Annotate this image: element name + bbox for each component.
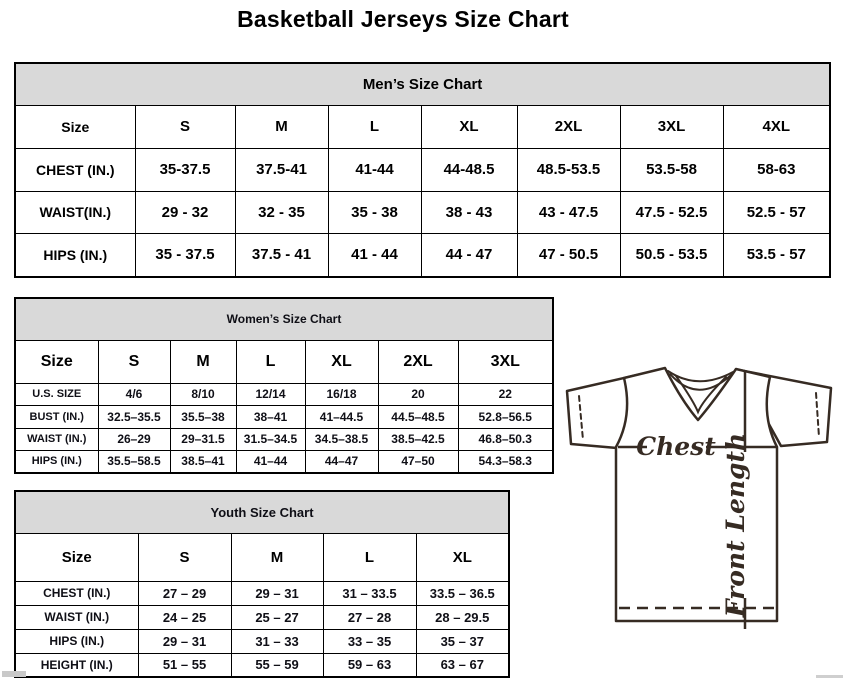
table-row [15,191,830,233]
table-cell: 26–29 [98,428,170,450]
column-header: Size [15,105,135,148]
table-cell: 59 – 63 [323,653,416,677]
column-header: 3XL [458,340,553,383]
row-label: WAIST (IN.) [15,428,98,450]
column-header: S [135,105,235,148]
table-cell: 4/6 [98,383,170,405]
table-cell: 38–41 [236,405,305,428]
table-cell: 35 - 37.5 [135,233,235,277]
table-cell: 34.5–38.5 [305,428,378,450]
page-title: Basketball Jerseys Size Chart [237,6,569,32]
row-label: HEIGHT (IN.) [15,653,138,677]
table-row [15,148,830,191]
table-cell: 12/14 [236,383,305,405]
mens-size-table [14,62,831,278]
table-cell: 29 - 32 [135,191,235,233]
womens-table-caption: Women’s Size Chart [15,298,553,340]
column-header: XL [421,105,517,148]
table-row [15,405,553,428]
table-cell: 41-44 [328,148,421,191]
table-cell: 32 - 35 [235,191,328,233]
table-cell: 28 – 29.5 [416,605,509,629]
youth-table-caption: Youth Size Chart [15,491,509,533]
column-header: L [323,533,416,581]
womens-size-table [14,297,554,474]
table-cell: 51 – 55 [138,653,231,677]
table-cell: 55 – 59 [231,653,323,677]
table-cell: 38.5–42.5 [378,428,458,450]
table-cell: 35.5–58.5 [98,450,170,473]
table-cell: 37.5 - 41 [235,233,328,277]
table-cell: 44 - 47 [421,233,517,277]
table-cell: 53.5 - 57 [723,233,830,277]
jersey-measurement-diagram [555,358,843,653]
table-cell: 41–44.5 [305,405,378,428]
column-header: 4XL [723,105,830,148]
table-cell: 31.5–34.5 [236,428,305,450]
table-cell: 52.8–56.5 [458,405,553,428]
jersey-body [616,368,777,621]
row-label: HIPS (IN.) [15,450,98,473]
table-cell: 29 – 31 [231,581,323,605]
table-cell: 31 – 33.5 [323,581,416,605]
row-label: CHEST (IN.) [15,581,138,605]
column-header: M [170,340,236,383]
table-row [15,581,509,605]
table-row [15,383,553,405]
mens-table-caption: Men’s Size Chart [15,63,830,105]
column-header: L [236,340,305,383]
table-cell: 20 [378,383,458,405]
table-row [15,629,509,653]
table-row [15,450,553,473]
column-header: Size [15,533,138,581]
row-label: HIPS (IN.) [15,233,135,277]
table-cell: 33 – 35 [323,629,416,653]
jersey-diagram-icon [555,358,843,653]
column-header: M [235,105,328,148]
column-header: M [231,533,323,581]
column-header: 2XL [378,340,458,383]
column-header: S [138,533,231,581]
table-cell: 35 – 37 [416,629,509,653]
table-cell: 35-37.5 [135,148,235,191]
table-cell: 44-48.5 [421,148,517,191]
front-length-label: Front Length [721,432,750,618]
table-cell: 44–47 [305,450,378,473]
table-cell: 8/10 [170,383,236,405]
table-cell: 46.8–50.3 [458,428,553,450]
table-cell: 33.5 – 36.5 [416,581,509,605]
table-cell: 35.5–38 [170,405,236,428]
youth-size-table [14,490,510,678]
table-cell: 48.5-53.5 [517,148,620,191]
table-cell: 50.5 - 53.5 [620,233,723,277]
table-cell: 22 [458,383,553,405]
column-header: XL [305,340,378,383]
chest-label: Chest [636,432,716,461]
table-cell: 27 – 29 [138,581,231,605]
table-cell: 38 - 43 [421,191,517,233]
table-cell: 44.5–48.5 [378,405,458,428]
table-cell: 43 - 47.5 [517,191,620,233]
table-cell: 27 – 28 [323,605,416,629]
row-label: BUST (IN.) [15,405,98,428]
table-cell: 37.5-41 [235,148,328,191]
table-cell: 31 – 33 [231,629,323,653]
row-label: HIPS (IN.) [15,629,138,653]
table-cell: 32.5–35.5 [98,405,170,428]
table-cell: 54.3–58.3 [458,450,553,473]
table-cell: 41 - 44 [328,233,421,277]
row-label: WAIST (IN.) [15,605,138,629]
column-header: L [328,105,421,148]
row-label: CHEST (IN.) [15,148,135,191]
column-header: XL [416,533,509,581]
table-cell: 25 – 27 [231,605,323,629]
table-cell: 35 - 38 [328,191,421,233]
row-label: U.S. SIZE [15,383,98,405]
column-header: 3XL [620,105,723,148]
table-cell: 29–31.5 [170,428,236,450]
horizontal-scrollbar-fragment[interactable] [816,675,843,678]
table-cell: 41–44 [236,450,305,473]
table-cell: 58-63 [723,148,830,191]
table-cell: 38.5–41 [170,450,236,473]
table-cell: 29 – 31 [138,629,231,653]
horizontal-scrollbar-fragment[interactable] [2,671,26,677]
table-row [15,428,553,450]
table-cell: 16/18 [305,383,378,405]
table-row [15,605,509,629]
table-cell: 47.5 - 52.5 [620,191,723,233]
table-cell: 47 - 50.5 [517,233,620,277]
table-cell: 52.5 - 57 [723,191,830,233]
table-row [15,233,830,277]
column-header: 2XL [517,105,620,148]
table-cell: 63 – 67 [416,653,509,677]
table-cell: 53.5-58 [620,148,723,191]
table-row [15,653,509,677]
column-header: Size [15,340,98,383]
table-cell: 47–50 [378,450,458,473]
column-header: S [98,340,170,383]
table-cell: 24 – 25 [138,605,231,629]
row-label: WAIST(IN.) [15,191,135,233]
